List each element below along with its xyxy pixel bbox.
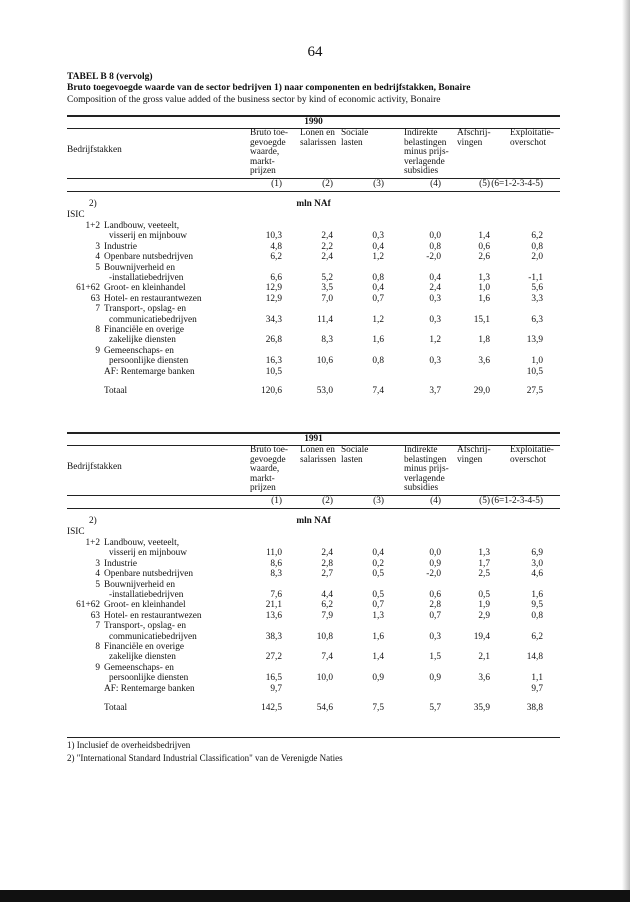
column-number: (5) <box>479 179 490 189</box>
cell-value: 0,2 <box>372 558 384 569</box>
header-c5: Afschrij- vingen <box>457 128 491 148</box>
cell-value: 10,6 <box>316 356 333 367</box>
row-label: Gemeenschaps- en <box>104 662 174 673</box>
row-label: zakelijke diensten <box>109 335 176 346</box>
isic-code: 5 <box>95 262 100 273</box>
isic-code: 9 <box>95 662 100 673</box>
cell-value: 2,6 <box>478 252 490 263</box>
row-label-line <box>67 304 560 314</box>
cell-value: 2,8 <box>429 600 441 611</box>
isic-code: 61+62 <box>76 600 100 611</box>
row-label-line <box>67 684 560 694</box>
cell-value: 2,4 <box>321 252 333 263</box>
row-label: persoonlijke diensten <box>109 673 189 684</box>
cell-value: 0,3 <box>429 314 441 325</box>
table-row <box>67 569 560 579</box>
header-c6: Exploitatie- overschot <box>510 445 554 465</box>
cell-value: 2,4 <box>321 231 333 242</box>
data-rows <box>67 221 560 397</box>
cell-value: 6,2 <box>270 252 282 263</box>
row-label: visserij en mijnbouw <box>109 548 187 559</box>
cell-value: 11,0 <box>266 548 282 559</box>
cell-value: 120,6 <box>261 386 282 397</box>
row-label: -installatiebedrijven <box>109 590 184 601</box>
row-label: Financiële en overige <box>104 325 185 336</box>
cell-value: 0,3 <box>429 293 441 304</box>
header-c2: Lonen en salarissen <box>300 445 337 465</box>
column-number-rule <box>67 508 560 509</box>
cell-value: 1,2 <box>372 314 384 325</box>
table-row <box>67 304 560 325</box>
header-c5: Afschrij- vingen <box>457 445 491 465</box>
cell-value: 9,7 <box>270 683 282 694</box>
cell-value: 1,6 <box>531 590 543 601</box>
header-c3: Sociale lasten <box>341 128 369 148</box>
table-row <box>67 294 560 304</box>
column-number: (6=1-2-3-4-5) <box>491 496 543 506</box>
cell-value: 35,9 <box>473 703 490 714</box>
isic-code: 63 <box>90 293 100 304</box>
header-c4: Indirekte belastingen minus prijs- verlagende subsidies <box>404 128 449 177</box>
isic-code: 8 <box>95 325 100 336</box>
row-label: Groot- en kleinhandel <box>104 600 186 611</box>
table-row <box>67 611 560 621</box>
cell-value: 0,6 <box>478 241 490 252</box>
row-label: Transport-, opslag- en <box>104 621 187 632</box>
cell-value: 6,9 <box>531 548 543 559</box>
cell-value: 1,1 <box>531 673 543 684</box>
cell-value: 1,0 <box>531 356 543 367</box>
cell-value: 0,4 <box>372 241 384 252</box>
row-label-line <box>67 538 560 548</box>
row-label: Hotel- en restaurantwezen <box>104 293 202 304</box>
cell-value: 0,7 <box>372 600 384 611</box>
cell-value: 0,9 <box>429 673 441 684</box>
cell-value: 142,5 <box>261 703 282 714</box>
cell-value: 10,0 <box>316 673 333 684</box>
table-row <box>67 684 560 694</box>
table-title: TABEL B 8 (vervolg) <box>67 72 153 82</box>
table-row <box>67 221 560 242</box>
cell-value: 1,6 <box>372 335 384 346</box>
table-row <box>67 263 560 284</box>
row-label-line <box>67 346 560 356</box>
cell-value: 6,2 <box>531 631 543 642</box>
cell-value: 2,7 <box>321 569 333 580</box>
header-c1: Bruto toe- gevoegde waarde, markt- prijzen <box>250 445 288 494</box>
cell-value: 2,2 <box>321 241 333 252</box>
row-label: communicatiebedrijven <box>109 314 197 325</box>
row-label-line <box>67 642 560 652</box>
cell-value: 7,5 <box>372 703 384 714</box>
cell-value: 16,3 <box>265 356 282 367</box>
table-row <box>67 242 560 252</box>
cell-value: 3,6 <box>478 356 490 367</box>
cell-value: 7,6 <box>270 590 282 601</box>
cell-value: 1,8 <box>478 335 490 346</box>
row-label: persoonlijke diensten <box>109 356 189 367</box>
cell-value: 53,0 <box>316 386 333 397</box>
cell-value: 1,4 <box>372 652 384 663</box>
cell-value: 27,5 <box>526 386 543 397</box>
cell-value: 3,7 <box>429 386 441 397</box>
cell-value: 1,2 <box>429 335 441 346</box>
cell-value: 10,5 <box>526 366 543 377</box>
cell-value: 26,8 <box>265 335 282 346</box>
footnote-rule <box>67 737 560 738</box>
cell-value: 0,6 <box>429 590 441 601</box>
cell-value: 13,6 <box>265 610 282 621</box>
cell-value: 7,4 <box>321 652 333 663</box>
cell-value: 2,0 <box>531 252 543 263</box>
cell-value: 12,9 <box>265 293 282 304</box>
cell-value: 7,0 <box>321 293 333 304</box>
cell-value: 2,9 <box>478 610 490 621</box>
cell-value: 5,6 <box>531 283 543 294</box>
column-number: (5) <box>479 496 490 506</box>
cell-value: 8,3 <box>270 569 282 580</box>
cell-value: 14,8 <box>526 652 543 663</box>
note-ref: 2) <box>89 199 97 209</box>
row-label: -installatiebedrijven <box>109 273 184 284</box>
cell-value: 27,2 <box>265 652 282 663</box>
row-label: Gemeenschaps- en <box>104 345 174 356</box>
row-label-line <box>67 663 560 673</box>
cell-value: 4,8 <box>270 241 282 252</box>
cell-value: 0,3 <box>429 356 441 367</box>
cell-value: 1,2 <box>372 252 384 263</box>
cell-value: 3,6 <box>478 673 490 684</box>
cell-value: 0,3 <box>372 231 384 242</box>
cell-value: 21,1 <box>265 600 282 611</box>
table-subtitle-nl: Bruto toegevoegde waarde van de sector bedrijven 1) naar componenten en bedrijfstakken, Bonaire <box>67 83 471 93</box>
cell-value: 0,8 <box>429 241 441 252</box>
table-row <box>67 600 560 610</box>
cell-value: 1,6 <box>372 631 384 642</box>
cell-value: 6,2 <box>531 231 543 242</box>
cell-value: 7,9 <box>321 610 333 621</box>
isic-code: 61+62 <box>76 283 100 294</box>
scan-edge <box>622 0 630 902</box>
footnote-2: 2) "International Standard Industrial Classification" van de Verenigde Naties <box>67 753 343 763</box>
cell-value: 16,5 <box>265 673 282 684</box>
row-label: Industrie <box>104 241 138 252</box>
cell-value: 6,3 <box>531 314 543 325</box>
column-number: (4) <box>430 496 441 506</box>
cell-value: 6,2 <box>321 600 333 611</box>
cell-value: 10,5 <box>265 366 282 377</box>
isic-code: 63 <box>90 610 100 621</box>
cell-value: 0,8 <box>531 610 543 621</box>
isic-code: 3 <box>95 558 100 569</box>
unit-label: mln NAf <box>296 516 331 526</box>
table-row <box>67 346 560 367</box>
cell-value: 3,5 <box>321 283 333 294</box>
row-label: Industrie <box>104 558 138 569</box>
table-row <box>67 559 560 569</box>
table-row <box>67 252 560 262</box>
cell-value: -2,0 <box>426 252 441 263</box>
cell-value: 1,0 <box>478 283 490 294</box>
cell-value: 1,4 <box>478 231 490 242</box>
cell-value: 5,2 <box>321 273 333 284</box>
table-row <box>67 580 560 601</box>
row-label: Bouwnijverheid en <box>104 262 176 273</box>
cell-value: 2,5 <box>478 569 490 580</box>
cell-value: 4,4 <box>321 590 333 601</box>
cell-value: 38,8 <box>526 703 543 714</box>
cell-value: 0,0 <box>429 231 441 242</box>
row-label: Groot- en kleinhandel <box>104 283 186 294</box>
header-c4: Indirekte belastingen minus prijs- verlagende subsidies <box>404 445 449 494</box>
isic-code: 1+2 <box>85 538 100 548</box>
cell-value: 0,7 <box>372 293 384 304</box>
cell-value: 8,6 <box>270 558 282 569</box>
cell-value: 0,8 <box>531 241 543 252</box>
cell-value: 0,8 <box>372 273 384 284</box>
cell-value: 1,3 <box>478 273 490 284</box>
header-c3: Sociale lasten <box>341 445 369 465</box>
cell-value: 8,3 <box>321 335 333 346</box>
table-row <box>67 538 560 559</box>
cell-value: -1,1 <box>528 273 543 284</box>
cell-value: 0,7 <box>429 610 441 621</box>
cell-value: 0,8 <box>372 356 384 367</box>
column-number: (4) <box>430 179 441 189</box>
cell-value: 29,0 <box>473 386 490 397</box>
row-label: Transport-, opslag- en <box>104 304 187 315</box>
cell-value: 3,0 <box>531 558 543 569</box>
cell-value: 5,7 <box>429 703 441 714</box>
data-rows <box>67 538 560 714</box>
isic-code: 7 <box>95 621 100 632</box>
column-number: (3) <box>373 496 384 506</box>
cell-value: 38,3 <box>265 631 282 642</box>
cell-value: 0,9 <box>372 673 384 684</box>
cell-value: 2,4 <box>429 283 441 294</box>
cell-value: 3,3 <box>531 293 543 304</box>
cell-value: 12,9 <box>265 283 282 294</box>
row-label: AF: Rentemarge banken <box>104 366 195 377</box>
row-label: Totaal <box>104 386 128 397</box>
cell-value: 0,3 <box>429 631 441 642</box>
isic-code: 5 <box>95 579 100 590</box>
cell-value: 1,7 <box>478 558 490 569</box>
cell-value: 4,6 <box>531 569 543 580</box>
row-label: visserij en mijnbouw <box>109 231 187 242</box>
row-label: Totaal <box>104 703 128 714</box>
row-label-line <box>67 621 560 631</box>
table-row <box>67 386 560 396</box>
cell-value: 1,5 <box>429 652 441 663</box>
row-label: AF: Rentemarge banken <box>104 683 195 694</box>
cell-value: 0,4 <box>429 273 441 284</box>
cell-value: 2,8 <box>321 558 333 569</box>
cell-value: 0,0 <box>429 548 441 559</box>
row-label-line <box>67 580 560 590</box>
column-number: (2) <box>322 179 333 189</box>
cell-value: 0,5 <box>478 590 490 601</box>
isic-code: 3 <box>95 241 100 252</box>
year-label: 1990 <box>304 117 323 127</box>
cell-value: 1,3 <box>478 548 490 559</box>
cell-value: 0,5 <box>372 569 384 580</box>
header-c6: Exploitatie- overschot <box>510 128 554 148</box>
table-subtitle-en: Composition of the gross value added of the business sector by kind of economic activity, Bonaire <box>67 95 441 105</box>
cell-value: 1,9 <box>478 600 490 611</box>
note-ref: 2) <box>89 516 97 526</box>
footnote-1: 1) Inclusief de overheidsbedrijven <box>67 740 191 750</box>
cell-value: 54,6 <box>316 703 333 714</box>
table-row <box>67 621 560 642</box>
table-row <box>67 283 560 293</box>
row-label-line <box>67 325 560 335</box>
isic-code: 7 <box>95 304 100 315</box>
column-number: (1) <box>271 179 282 189</box>
row-label: Openbare nutsbedrijven <box>104 252 194 263</box>
cell-value: 13,9 <box>526 335 543 346</box>
cell-value: 2,4 <box>321 548 333 559</box>
table-row <box>67 642 560 663</box>
row-label-line <box>67 221 560 231</box>
table-row <box>67 367 560 377</box>
row-label: Financiële en overige <box>104 642 185 653</box>
row-label: Openbare nutsbedrijven <box>104 569 194 580</box>
cell-value: 19,4 <box>473 631 490 642</box>
cell-value: 0,9 <box>429 558 441 569</box>
row-label: Hotel- en restaurantwezen <box>104 610 202 621</box>
row-label-line <box>67 263 560 273</box>
cell-value: 15,1 <box>473 314 490 325</box>
header-c2: Lonen en salarissen <box>300 128 337 148</box>
header-bedrijfstakken: Bedrijfstakken <box>67 462 122 472</box>
scan-bottom-edge <box>0 890 630 902</box>
header-c1: Bruto toe- gevoegde waarde, markt- prijzen <box>250 128 288 177</box>
cell-value: 11,4 <box>317 314 333 325</box>
column-number: (1) <box>271 496 282 506</box>
row-label: Bouwnijverheid en <box>104 579 176 590</box>
year-label: 1991 <box>304 434 323 444</box>
isic-code: 9 <box>95 345 100 356</box>
cell-value: 7,4 <box>372 386 384 397</box>
table-row <box>67 663 560 684</box>
column-number: (6=1-2-3-4-5) <box>491 179 543 189</box>
cell-value: 10,8 <box>316 631 333 642</box>
row-label-line <box>67 367 560 377</box>
cell-value: 34,3 <box>265 314 282 325</box>
column-number: (2) <box>322 496 333 506</box>
table-row <box>67 703 560 713</box>
column-number: (3) <box>373 179 384 189</box>
cell-value: 0,4 <box>372 548 384 559</box>
row-label: Landbouw, veeteelt, <box>104 538 180 548</box>
cell-value: 0,5 <box>372 590 384 601</box>
row-label: Landbouw, veeteelt, <box>104 221 180 231</box>
isic-label: ISIC <box>67 210 85 220</box>
cell-value: 2,1 <box>478 652 490 663</box>
isic-code: 4 <box>95 252 100 263</box>
column-number-rule <box>67 191 560 192</box>
isic-label: ISIC <box>67 527 85 537</box>
table-row <box>67 325 560 346</box>
page-number: 64 <box>307 44 323 60</box>
header-bedrijfstakken: Bedrijfstakken <box>67 145 122 155</box>
unit-label: mln NAf <box>296 199 331 209</box>
isic-code: 8 <box>95 642 100 653</box>
cell-value: 1,3 <box>372 610 384 621</box>
row-label: zakelijke diensten <box>109 652 176 663</box>
isic-code: 4 <box>95 569 100 580</box>
isic-code: 1+2 <box>85 221 100 231</box>
cell-value: 1,6 <box>478 293 490 304</box>
row-label: communicatiebedrijven <box>109 631 197 642</box>
cell-value: 9,5 <box>531 600 543 611</box>
cell-value: 10,3 <box>265 231 282 242</box>
cell-value: 9,7 <box>531 683 543 694</box>
cell-value: -2,0 <box>426 569 441 580</box>
cell-value: 0,4 <box>372 283 384 294</box>
cell-value: 6,6 <box>270 273 282 284</box>
